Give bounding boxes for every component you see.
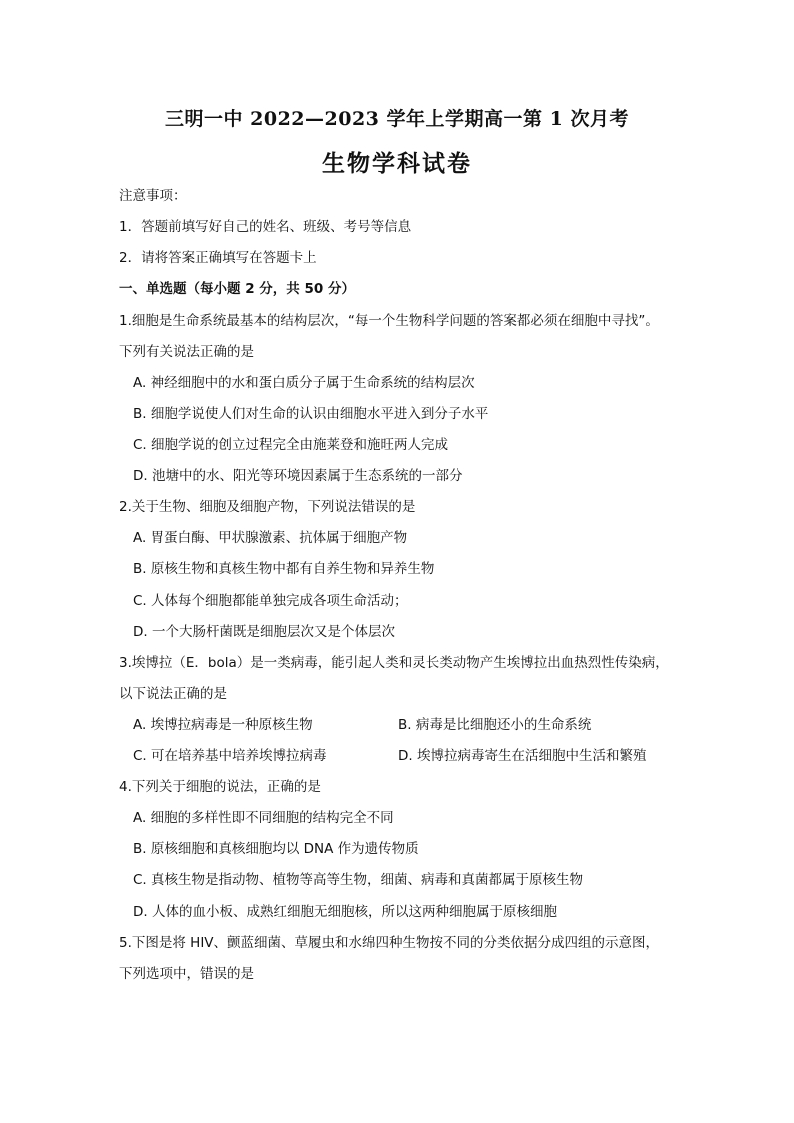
question-1-stem: 1.细胞是生命系统最基本的结构层次，“每一个生物科学问题的答案都必须在细胞中寻找”。 [119, 313, 659, 329]
question-3-stem: 以下说法正确的是 [119, 686, 227, 702]
notes-heading: 注意事项： [119, 188, 187, 204]
question-1-option-b: B. 细胞学说使人们对生命的认识由细胞水平进入到分子水平 [133, 406, 489, 422]
question-3-option-a: A. 埃博拉病毒是一种原核生物 [133, 717, 313, 733]
question-3-stem: 3.埃博拉（E．bola）是一类病毒，能引起人类和灵长类动物产生埃博拉出血热烈性传染病， [119, 655, 669, 671]
question-2-option-b: B. 原核生物和真核生物中都有自养生物和异养生物 [133, 561, 435, 577]
question-4-option-a: A. 细胞的多样性即不同细胞的结构完全不同 [133, 810, 394, 826]
exam-title: 三明一中 2022—2023 学年上学期高一第 1 次月考 [165, 108, 629, 130]
question-5-stem: 5.下图是将 HIV、颤蓝细菌、草履虫和水绵四种生物按不同的分类依据分成四组的示意图， [119, 935, 660, 951]
question-4-option-b: B. 原核细胞和真核细胞均以 DNA 作为遗传物质 [133, 841, 419, 857]
question-2-option-a: A. 胃蛋白酶、甲状腺激素、抗体属于细胞产物 [133, 530, 408, 546]
question-1-option-c: C. 细胞学说的创立过程完全由施莱登和施旺两人完成 [133, 437, 449, 453]
question-2-stem: 2.关于生物、细胞及细胞产物，下列说法错误的是 [119, 499, 416, 515]
exam-subtitle: 生物学科试卷 [322, 150, 472, 177]
section-title: 一、单选题（每小题 2 分，共 50 分） [119, 281, 355, 297]
question-3-option-c: C. 可在培养基中培养埃博拉病毒 [133, 748, 327, 764]
question-3-option-b: B. 病毒是比细胞还小的生命系统 [398, 717, 592, 733]
question-3-option-d: D. 埃博拉病毒寄生在活细胞中生活和繁殖 [398, 748, 647, 764]
question-4-stem: 4.下列关于细胞的说法，正确的是 [119, 779, 321, 795]
question-2-option-c: C. 人体每个细胞都能单独完成各项生命活动； [133, 593, 408, 609]
question-2-option-d: D. 一个大肠杆菌既是细胞层次又是个体层次 [133, 624, 395, 640]
question-1-option-d: D. 池塘中的水、阳光等环境因素属于生态系统的一部分 [133, 468, 463, 484]
question-1-option-a: A. 神经细胞中的水和蛋白质分子属于生命系统的结构层次 [133, 375, 475, 391]
note-item: 1．答题前填写好自己的姓名、班级、考号等信息 [119, 219, 412, 235]
question-4-option-d: D. 人体的血小板、成熟红细胞无细胞核，所以这两种细胞属于原核细胞 [133, 904, 557, 920]
question-1-stem: 下列有关说法正确的是 [119, 344, 254, 360]
question-4-option-c: C. 真核生物是指动物、植物等高等生物，细菌、病毒和真菌都属于原核生物 [133, 872, 584, 888]
note-item: 2．请将答案正确填写在答题卡上 [119, 250, 317, 266]
question-5-stem: 下列选项中，错误的是 [119, 966, 254, 982]
